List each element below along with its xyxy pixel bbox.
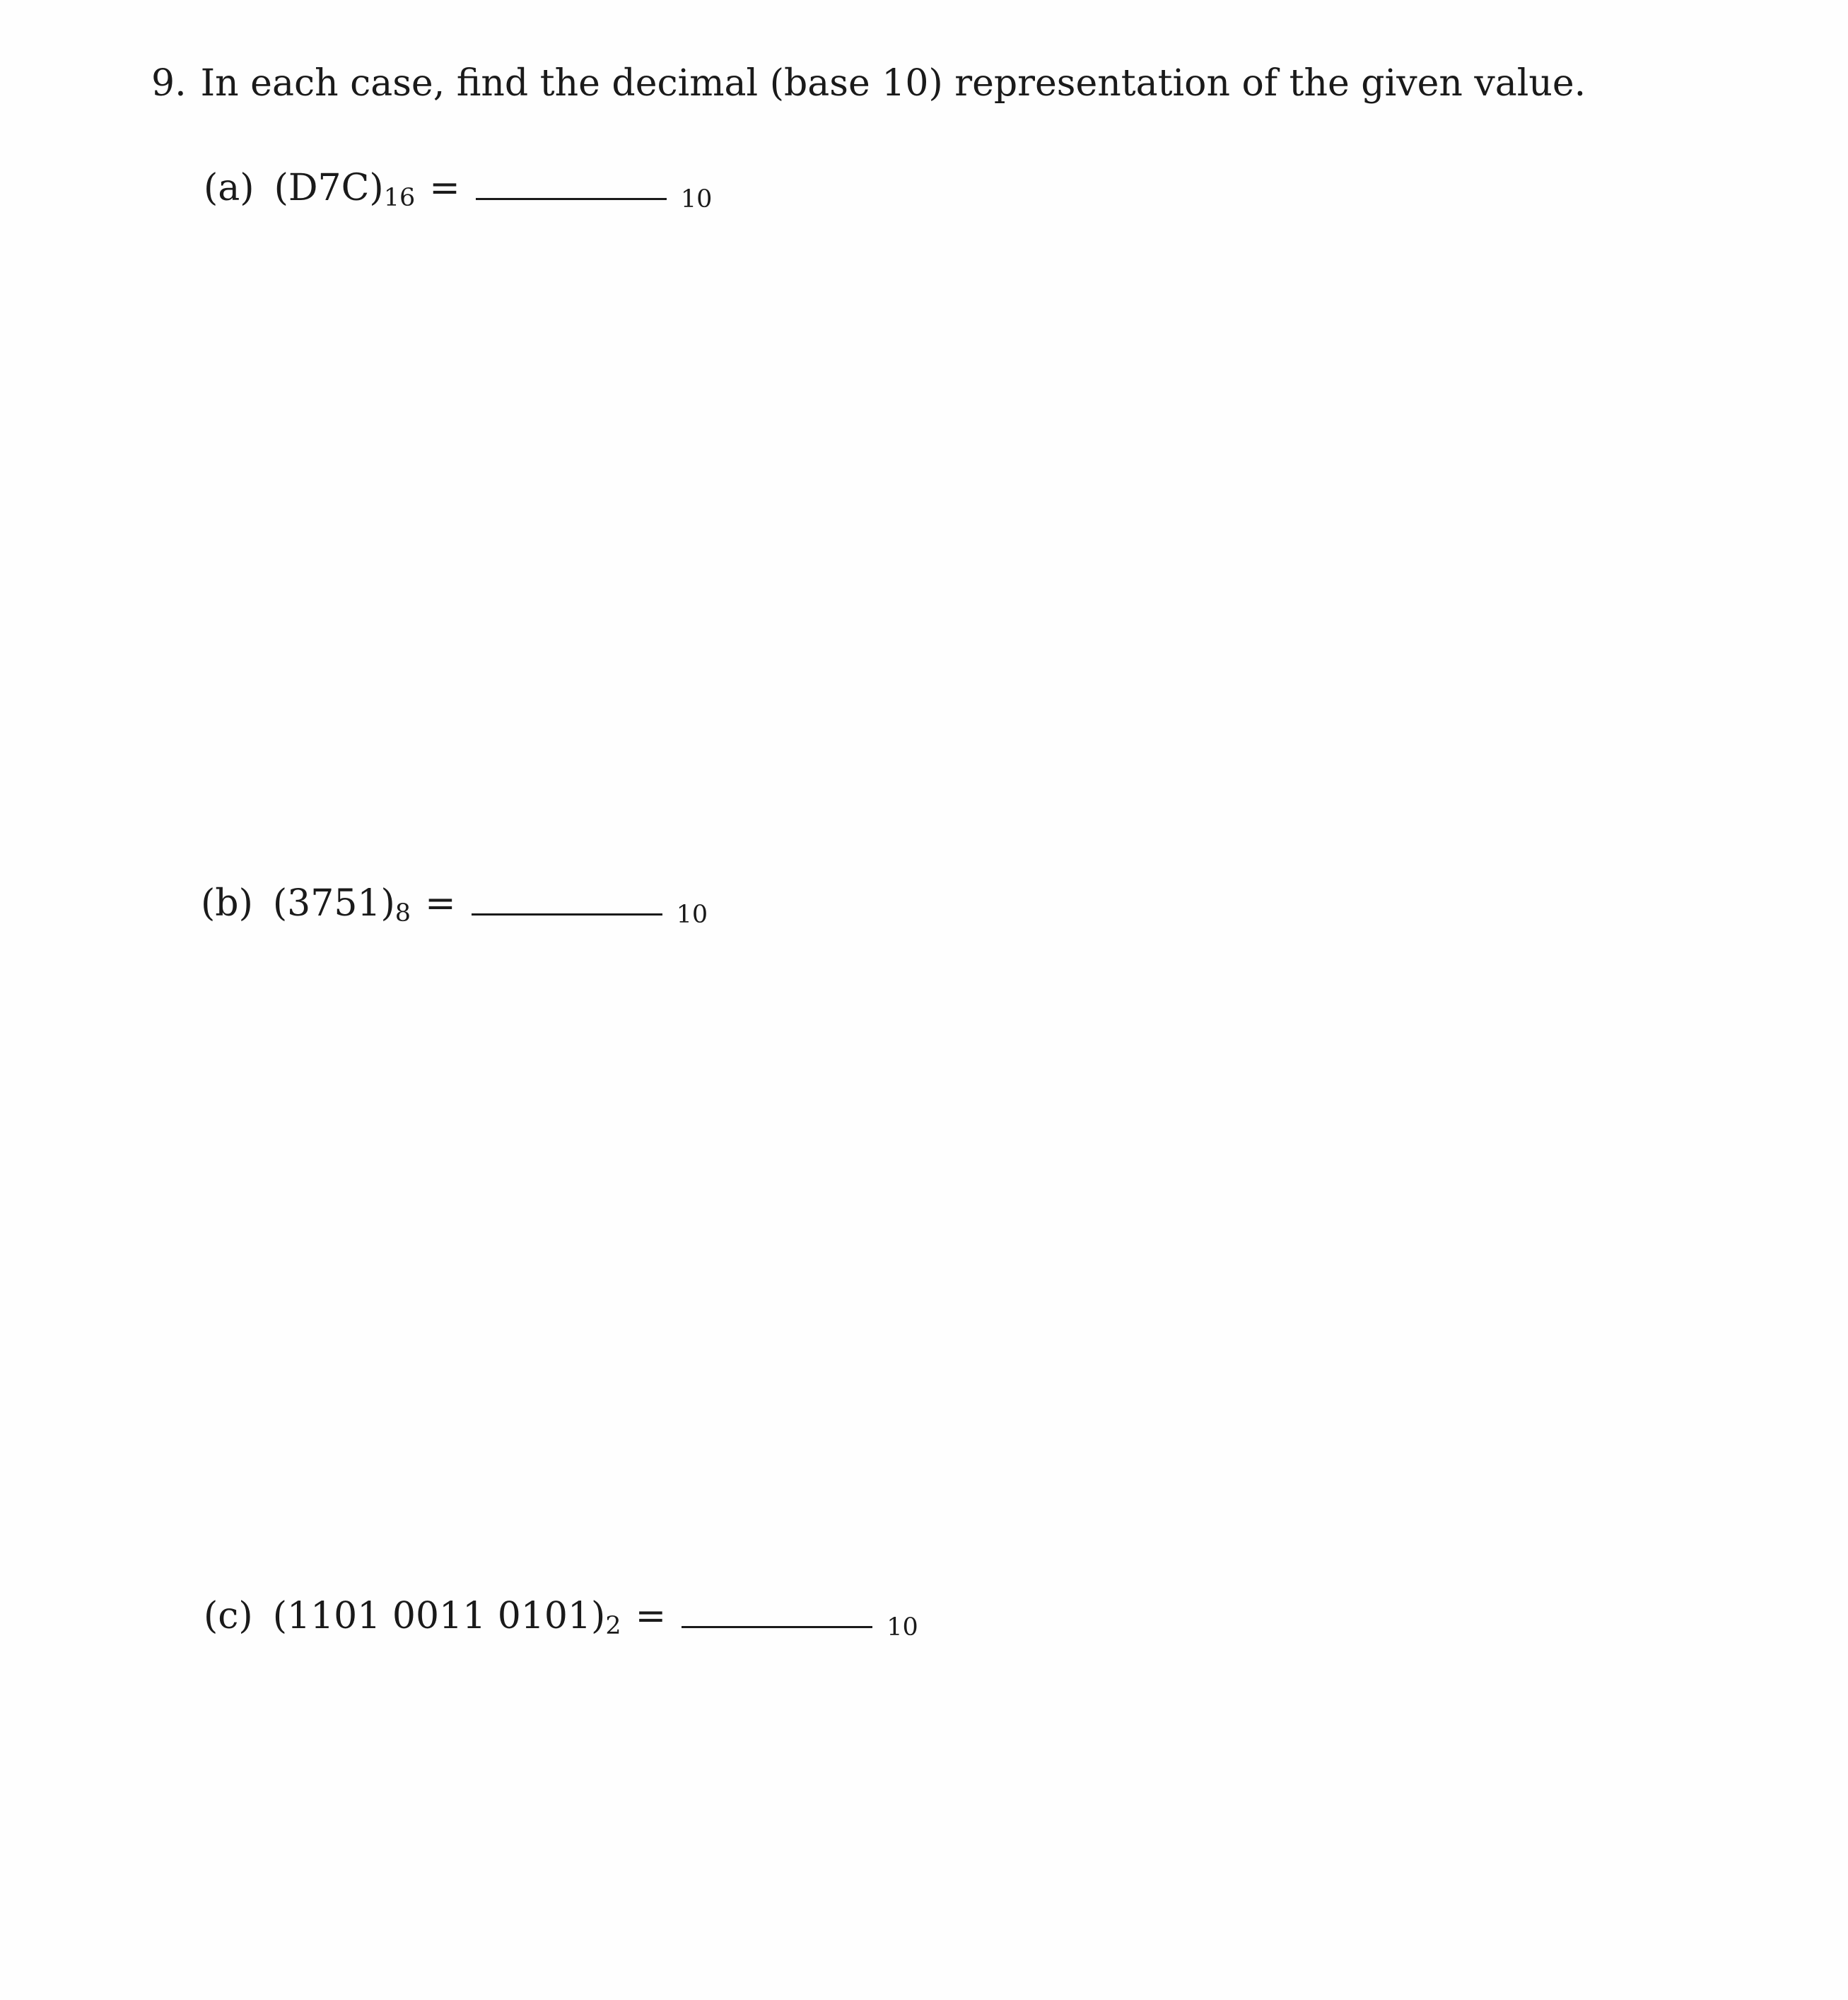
given-value (272, 1595, 621, 1640)
value-digits: (D7C) (274, 167, 384, 209)
equals-sign: = (635, 1595, 667, 1637)
value-base: 16 (383, 184, 416, 212)
value-digits: (1101 0011 0101) (272, 1595, 606, 1637)
question-number: 9. (151, 62, 187, 105)
answer-blank[interactable] (472, 885, 662, 916)
value-base: 8 (394, 899, 411, 928)
part-label: (a) (204, 167, 255, 209)
result-base: 10 (887, 1613, 918, 1642)
value-digits: (3751) (272, 882, 395, 925)
result-base: 10 (676, 901, 708, 929)
part-b (201, 882, 708, 929)
question-prompt: In each case, find the decimal (base 10) representation of the given value. (200, 62, 1586, 105)
value-base: 2 (605, 1612, 621, 1640)
equals-sign: = (425, 882, 456, 925)
question-heading (151, 62, 1586, 105)
part-a (204, 167, 713, 214)
equals-sign: = (429, 167, 460, 209)
part-c (204, 1595, 918, 1642)
given-value (272, 882, 411, 928)
answer-blank[interactable] (476, 170, 667, 200)
answer-blank[interactable] (682, 1598, 872, 1628)
given-value (274, 167, 416, 212)
result-base: 10 (680, 185, 713, 214)
part-label: (c) (204, 1595, 253, 1637)
part-label: (b) (201, 882, 253, 925)
